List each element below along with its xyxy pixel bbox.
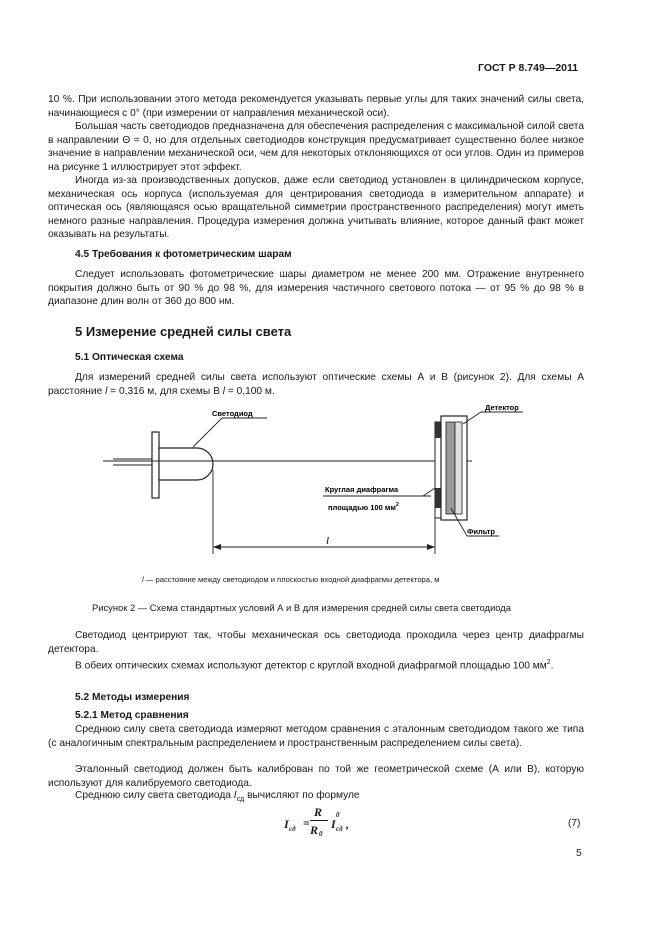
optical-scheme-diagram <box>95 404 525 574</box>
formula-number: (7) <box>568 818 581 829</box>
section-5-1-heading: 5.1 Оптическая схема <box>75 352 184 363</box>
paragraph-formula-intro: Среднюю силу света светодиода $I_{сд}$ вычисляют по формуле <box>75 790 360 804</box>
led-label: Светодиод <box>212 409 253 418</box>
dimension-arrow-left <box>213 544 221 550</box>
formula-7: I сд = R R 0 I 0 сд , <box>284 805 349 838</box>
figure-legend: l — расстояние между светодиодом и плоскостью входной диафрагмы детектора, м <box>142 575 440 584</box>
paragraph-centering: Светодиод центрируют так, чтобы механическая ось светодиода проходила через центр диафрагмы детектора. <box>48 630 584 655</box>
page-number: 5 <box>576 848 582 859</box>
detector-element <box>455 422 462 514</box>
aperture-label-line1: Круглая диафрагма <box>325 485 399 494</box>
led-flange <box>152 432 159 498</box>
section-4-5-heading: 4.5 Требования к фотометрическим шарам <box>75 249 292 260</box>
paragraph-comparison-method: Среднюю силу света светодиода измеряют методом сравнения с эталонным светодиодом такого же типа (с аналогичным спектральным распределением и пространственным распределением силы света). <box>48 724 584 749</box>
detector-label: Детектор <box>485 404 519 412</box>
section-5-2-1-heading: 5.2.1 Метод сравнения <box>75 710 189 721</box>
paragraph-continuation: 10 %. При использовании этого метода рекомендуется указывать первые углы для таких значений силы света, начинающиеся с 0° (при измерении от направления механической оси). <box>48 94 584 119</box>
filter-element <box>446 422 455 514</box>
section-4-5-text: Следует использовать фотометрические шары диаметром не менее 200 мм. Отражение внутреннего покрытия должно быть от 90 % до 98 %, для измерения частичного светового потока — от 95 % до 98 % в диапазоне длин волн от 360 до 800 нм. <box>48 269 584 308</box>
figure-caption: Рисунок 2 — Схема стандартных условий А и В для измерения средней силы света светодиода <box>92 602 511 613</box>
section-5-1-text: Для измерений средней силы света используют оптические схемы А и В (рисунок 2). Для схемы А расстояние l = 0,316 м, для схемы В l = 0,100 м. <box>48 372 584 397</box>
section-5-heading: 5 Измерение средней силы света <box>75 324 292 339</box>
paragraph-reference-led: Эталонный светодиод должен быть калиброван по той же геометрической схеме (А или В), которую используют для калибруемого светодиода. <box>48 764 584 789</box>
document-code: ГОСТ Р 8.749—2011 <box>478 62 579 74</box>
aperture-hatch-bottom <box>435 488 441 508</box>
aperture-label-line2: площадью 100 $мм^2$ <box>328 502 399 512</box>
filter-label: Фильтр <box>467 527 495 536</box>
aperture-hatch-top <box>435 422 441 438</box>
paragraph-led-distribution: Большая часть светодиодов предназначена для обеспечения распределения с максимальной силой света в направлении Θ = 0, но для отдельных светодиодов конструкция предусматривает существенно более низкое значение в направлении механической оси, чем для некоторых отклоняющихся от оси углов. Один из примеров на рисунке 1 иллюстрирует этот эффект. <box>48 121 584 173</box>
dimension-arrow-right <box>427 544 435 550</box>
paragraph-aperture: В обеих оптических схемах используют детектор с круглой входной диафрагмой площадью 100 $мм^2$. <box>75 659 554 672</box>
led-body <box>159 448 213 480</box>
distance-label: l <box>326 535 330 547</box>
led-label-leader <box>193 418 222 447</box>
section-5-2-heading: 5.2 Методы измерения <box>75 692 190 703</box>
paragraph-tolerances: Иногда из-за производственных допусков, даже если светодиод установлен в цилиндрическом корпусе, механическая ось корпуса (используемая для центрирования светодиода в измерительном аппарате) и оптическая ось (являющаяся осью вращательной симметрии пространственного распределения) могут иметь немного разные направления. Процедура измерения должна учитывать влияние, которое данный факт может оказывать на результаты. <box>48 175 584 241</box>
